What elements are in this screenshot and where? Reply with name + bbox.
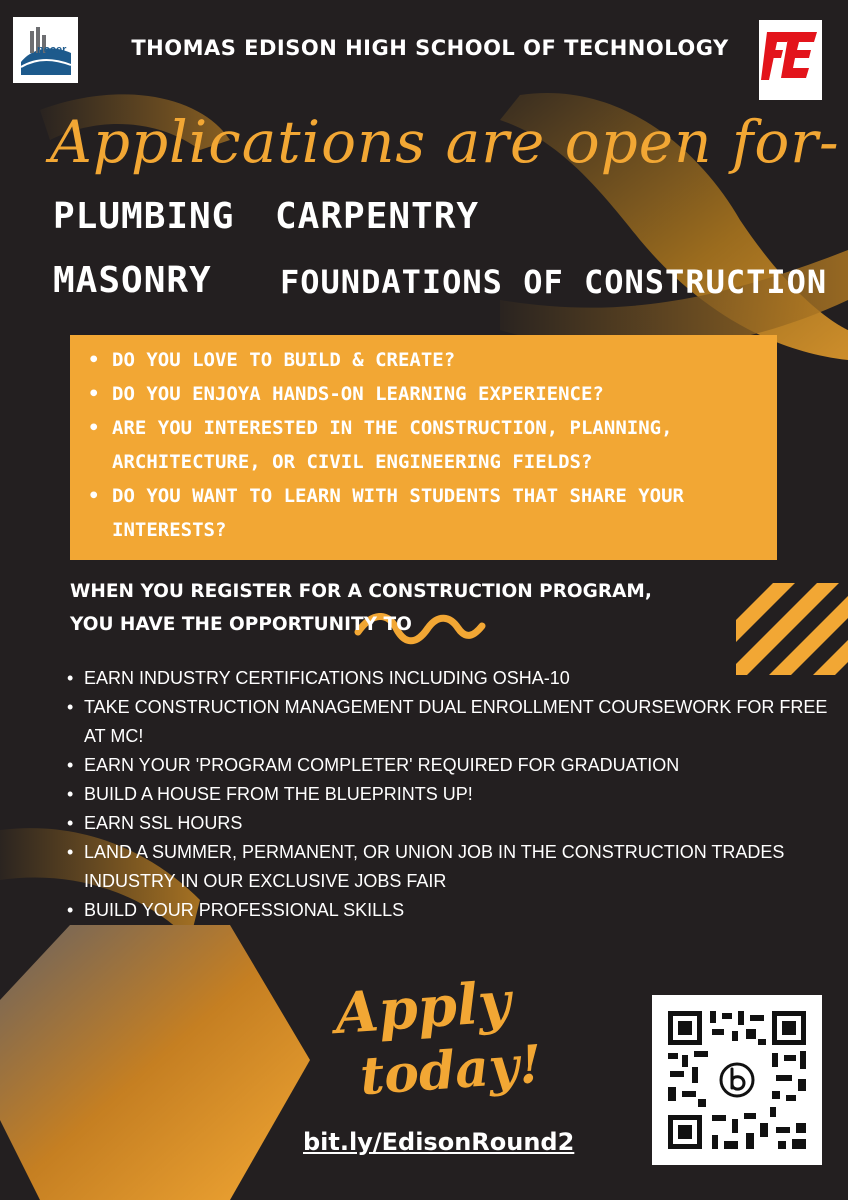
question-item: • DO YOU WANT TO LEARN WITH STUDENTS THAT SHARE YOUR INTERESTS? (88, 479, 777, 547)
registration-link[interactable]: bit.ly/EdisonRound2 (303, 1128, 575, 1156)
benefit-item: • EARN YOUR 'PROGRAM COMPLETER' REQUIRED FOR GRADUATION (64, 751, 844, 780)
headline: Applications are open for- (50, 108, 840, 176)
program-plumbing: PLUMBING (53, 196, 235, 237)
program-masonry: MASONRY (53, 260, 212, 301)
benefit-item: • TAKE CONSTRUCTION MANAGEMENT DUAL ENROLLMENT COURSEWORK FOR FREE AT MC! (64, 693, 844, 751)
benefit-item: • LAND A SUMMER, PERMANENT, OR UNION JOB IN THE CONSTRUCTION TRADES INDUSTRY IN OUR EXCLUSIVE JOBS FAIR (64, 838, 844, 896)
school-title: THOMAS EDISON HIGH SCHOOL OF TECHNOLOGY (131, 36, 729, 60)
edison-logo (759, 20, 822, 100)
edison-icon (759, 20, 822, 100)
hexagon-shape (0, 925, 310, 1200)
register-text: WHEN YOU REGISTER FOR A CONSTRUCTION PROGRAM, YOU HAVE THE OPPORTUNITY TO (70, 581, 652, 635)
benefit-item: • BUILD YOUR PROFESSIONAL SKILLS (64, 896, 844, 925)
benefit-item: • EARN INDUSTRY CERTIFICATIONS INCLUDING OSHA-10 (64, 664, 844, 693)
nccer-logo (13, 17, 78, 83)
question-item: • ARE YOU INTERESTED IN THE CONSTRUCTION, PLANNING, ARCHITECTURE, OR CIVIL ENGINEERING FIELDS? (88, 411, 777, 479)
today-text: today! (358, 1033, 544, 1108)
benefit-item: • EARN SSL HOURS (64, 809, 844, 838)
program-foundations: FOUNDATIONS OF CONSTRUCTION (280, 263, 828, 301)
benefit-item: • BUILD A HOUSE FROM THE BLUEPRINTS UP! (64, 780, 844, 809)
nccer-logo-text: nccer (37, 44, 67, 56)
apply-text: Apply (332, 968, 513, 1048)
questions-list (70, 335, 777, 547)
nccer-icon (13, 17, 78, 83)
benefits-list (64, 664, 844, 925)
question-item: • DO YOU ENJOYA HANDS-ON LEARNING EXPERIENCE? (88, 377, 777, 411)
qr-code-graphic (652, 995, 822, 1165)
question-item: • DO YOU LOVE TO BUILD & CREATE? (88, 343, 777, 377)
hazard-stripes (736, 583, 848, 675)
questions-box (70, 335, 777, 560)
qr-code[interactable] (652, 995, 822, 1165)
program-carpentry: CARPENTRY (275, 196, 480, 237)
